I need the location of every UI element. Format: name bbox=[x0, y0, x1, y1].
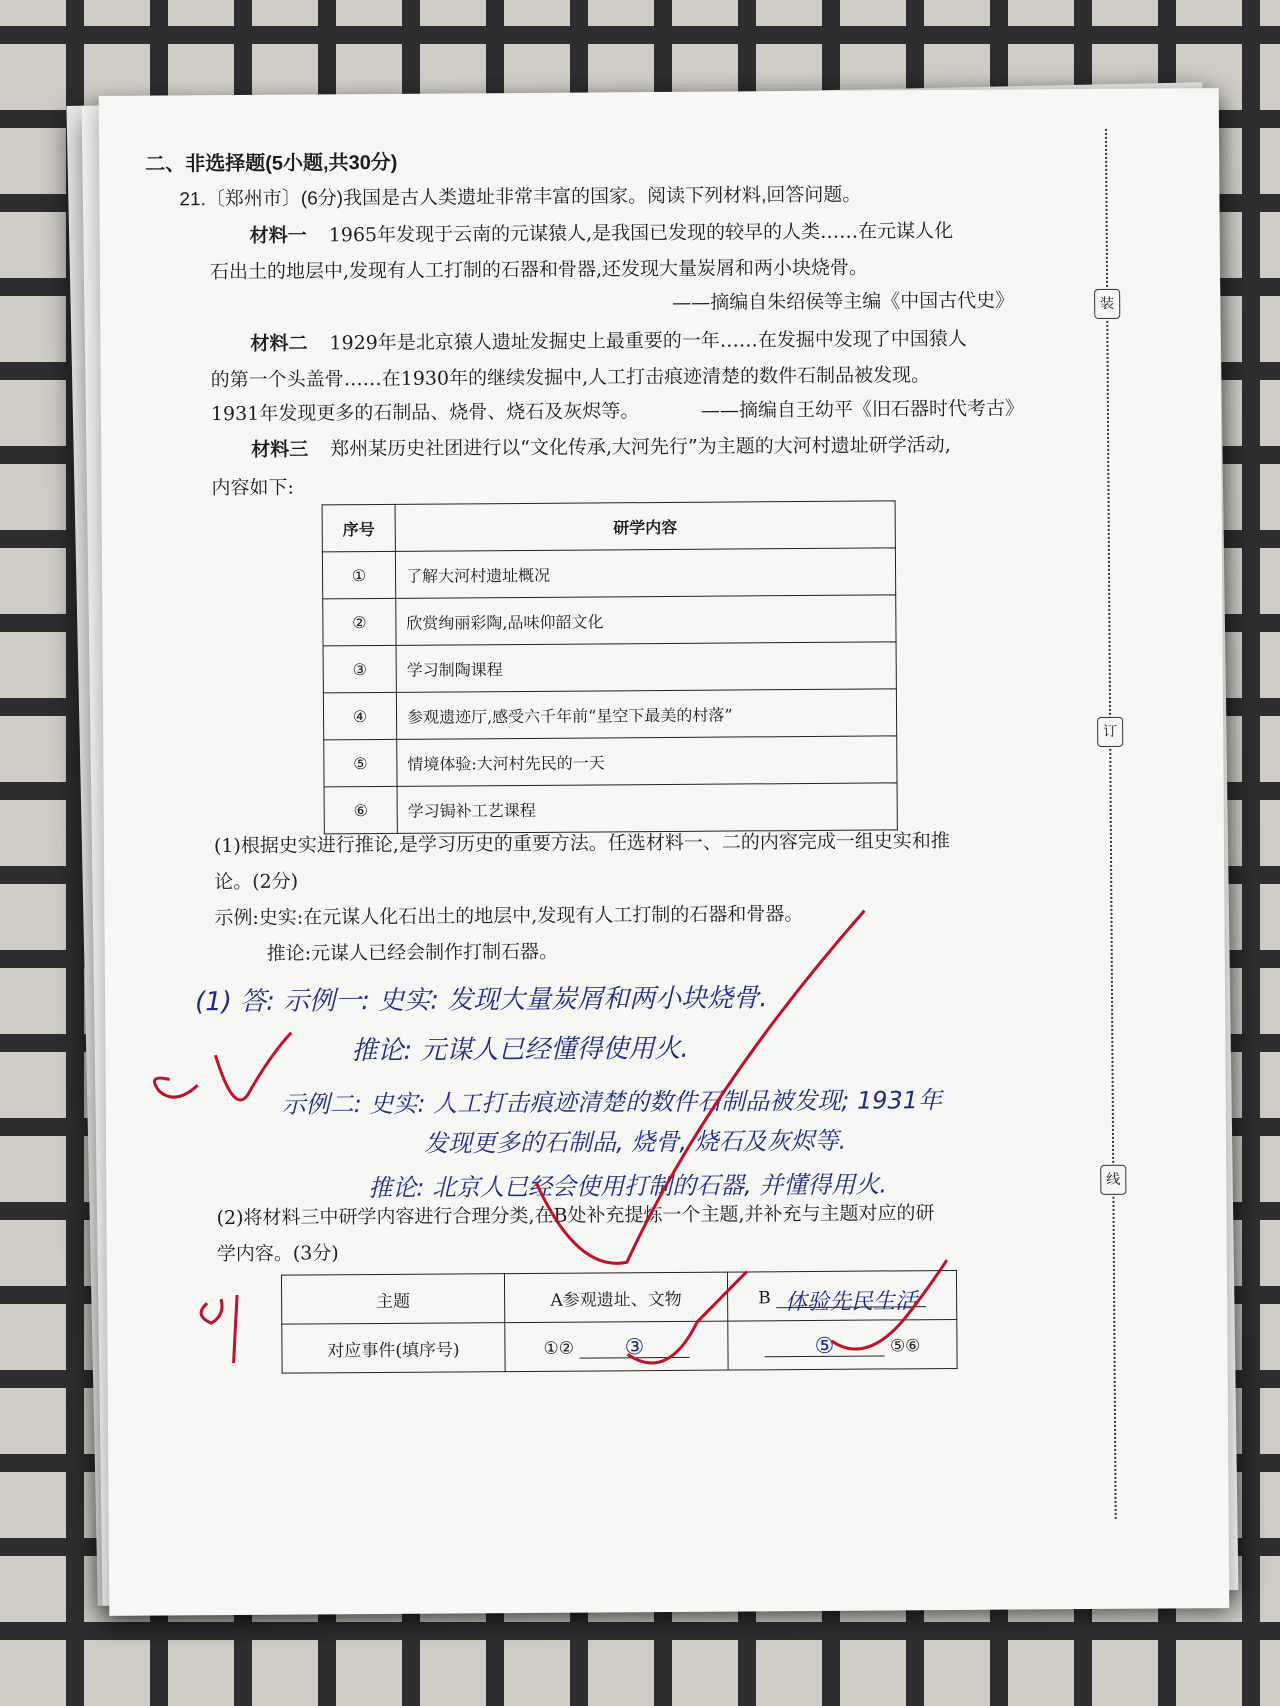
theme-b-label: B bbox=[758, 1287, 771, 1308]
events-b-suffix: ⑤⑥ bbox=[889, 1335, 921, 1356]
binding-mark-zhuang: 装 bbox=[1094, 289, 1120, 319]
sub-question-2-line1: (2)将材料三中研学内容进行合理分类,在B处补充提炼一个主题,并补充与主题对应的研 bbox=[216, 1202, 935, 1230]
row-content: 了解大河村遗址概况 bbox=[395, 548, 895, 598]
exam-sheet bbox=[99, 88, 1230, 1616]
handwritten-theme-b: 体验先民生活 bbox=[784, 1288, 918, 1315]
material-3-line1: 郑州某历史社团进行以“文化传承,大河先行”为主题的大河村遗址研学活动, bbox=[330, 433, 951, 461]
row-number: ④ bbox=[323, 692, 396, 740]
grading-marks bbox=[99, 88, 1230, 1616]
sub-question-1-line1: (1)根据史实进行推论,是学习历史的重要方法。任选材料一、二的内容完成一组史实和推 bbox=[213, 830, 950, 858]
score-mark-lower bbox=[201, 1295, 238, 1363]
check-mark-table bbox=[627, 1271, 748, 1363]
sub-question-2-line2: 学内容。(3分) bbox=[216, 1242, 339, 1266]
row-content: 学习锔补工艺课程 bbox=[397, 783, 897, 833]
section-title: 二、非选择题(5小题,共30分) bbox=[145, 151, 398, 176]
material-3-line2: 内容如下: bbox=[211, 476, 294, 500]
handwritten-answer-line1: (1) 答: 示例一: 史实: 发现大量炭屑和两小块烧骨. bbox=[194, 983, 768, 1018]
row-content: 欣赏绚丽彩陶,品味仰韶文化 bbox=[396, 595, 896, 645]
material-2-line2: 的第一个头盖骨……在1930年的继续发掘中,人工打击痕迹清楚的数件石制品被发现。 bbox=[210, 364, 931, 392]
row-number: ③ bbox=[323, 645, 396, 693]
check-mark-table-b bbox=[831, 1260, 948, 1349]
events-a-prefix: ①② bbox=[543, 1338, 575, 1359]
example-inference: 推论:元谋人已经会制作打制石器。 bbox=[266, 940, 559, 965]
binding-mark-xian: 线 bbox=[1100, 1165, 1126, 1195]
sub-question-1-line2: 论。(2分) bbox=[214, 870, 299, 894]
handwritten-answer-line2: 推论: 元谋人已经懂得使用火. bbox=[351, 1033, 689, 1067]
score-mark-upper bbox=[154, 1078, 197, 1098]
check-mark-large bbox=[534, 911, 866, 1264]
material-1-line1: 1965年发现于云南的元谋猿人,是我国已发现的较早的人类……在元谋人化 bbox=[328, 219, 954, 247]
row-content: 学习制陶课程 bbox=[396, 642, 896, 692]
row-content: 参观遗迹厅,感受六千年前“星空下最美的村落” bbox=[396, 689, 896, 739]
handwritten-answer-line5: 推论: 北京人已经会使用打制的石器, 并懂得用火. bbox=[368, 1170, 888, 1203]
material-2-source: ——摘编自王幼平《旧石器时代考古》 bbox=[700, 397, 1025, 422]
material-1-source: ——摘编自朱绍侯等主编《中国古代史》 bbox=[672, 289, 1015, 314]
table-header-cell: 研学内容 bbox=[395, 501, 895, 551]
binding-mark-ding: 订 bbox=[1097, 717, 1123, 747]
handwritten-answer-line3: 示例二: 史实: 人工打击痕迹清楚的数件石制品被发现; 1931年 bbox=[281, 1086, 943, 1119]
material-1-label: 材料一 bbox=[249, 225, 307, 247]
row-number: ⑤ bbox=[324, 739, 397, 787]
check-mark-small bbox=[215, 1033, 291, 1101]
example-fact: 示例:史实:在元谋人化石出土的地层中,发现有人工打制的石器和骨器。 bbox=[214, 903, 804, 930]
question-21-intro: 21.〔郑州市〕(6分)我国是古人类遗址非常丰富的国家。阅读下列材料,回答问题。 bbox=[179, 184, 862, 211]
handwritten-events-b: ⑤ bbox=[814, 1333, 835, 1359]
events-label-cell: 对应事件(填序号) bbox=[282, 1323, 505, 1374]
material-2-line1: 1929年是北京猿人遗址发掘史上最重要的一年……在发掘中发现了中国猿人 bbox=[329, 327, 967, 355]
row-number: ② bbox=[323, 598, 396, 646]
material-2-line3: 1931年发现更多的石制品、烧骨、烧石及灰烬等。 bbox=[210, 400, 640, 426]
theme-a-cell: A参观遗址、文物 bbox=[504, 1272, 727, 1323]
handwritten-answer-line4: 发现更多的石制品, 烧骨, 烧石及灰烬等. bbox=[423, 1126, 847, 1158]
row-number: ① bbox=[322, 551, 395, 599]
table-header-cell: 序号 bbox=[322, 504, 395, 552]
row-content: 情境体验:大河村先民的一天 bbox=[397, 736, 897, 786]
row-number: ⑥ bbox=[324, 786, 397, 834]
theme-header-cell: 主题 bbox=[281, 1274, 504, 1325]
material-1-line2: 石出土的地层中,发现有人工打制的石器和骨器,还发现大量炭屑和两小块烧骨。 bbox=[209, 256, 869, 284]
handwritten-events-a: ③ bbox=[624, 1334, 645, 1360]
material-3-label: 材料三 bbox=[251, 439, 309, 461]
material-2-label: 材料二 bbox=[250, 333, 308, 355]
